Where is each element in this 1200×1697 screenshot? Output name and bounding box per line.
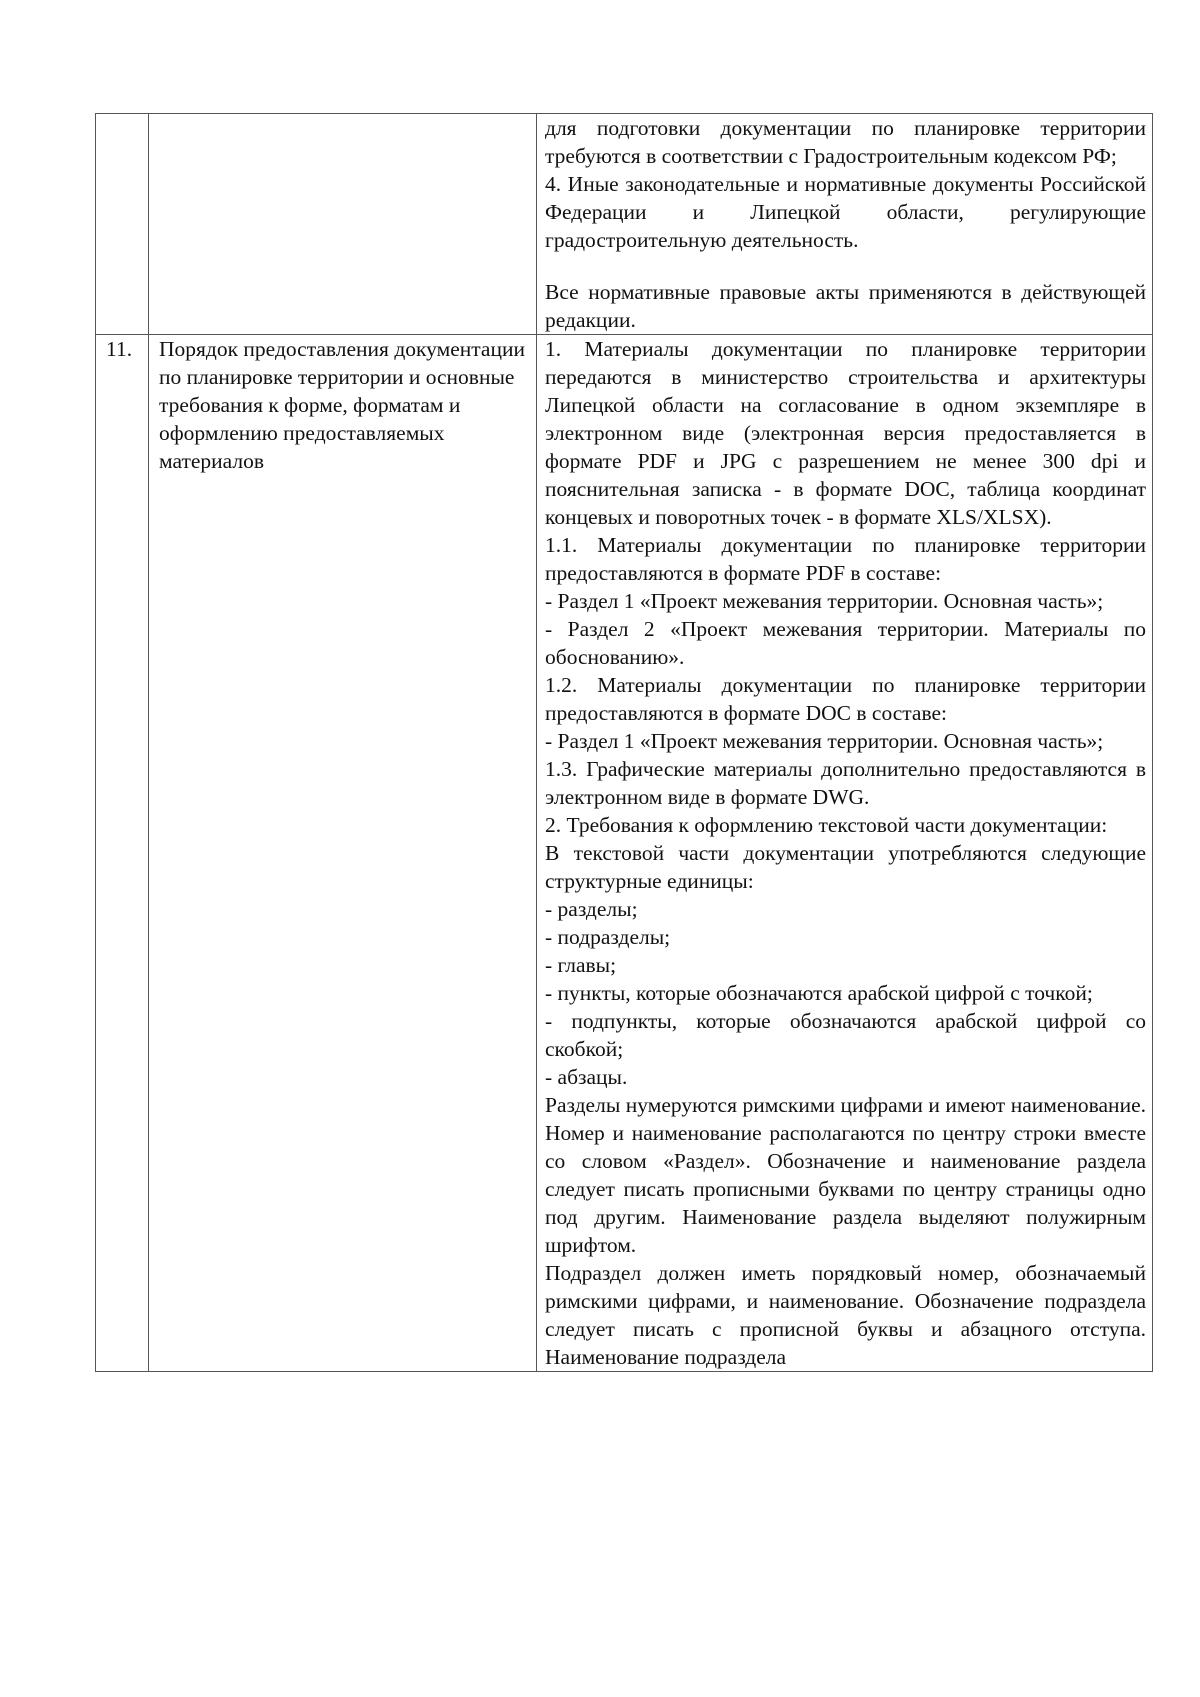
content-paragraph: - Раздел 2 «Проект межевания территории. Материалы по обоснованию».: [545, 617, 1146, 669]
content-paragraph: - подпункты, которые обозначаются арабской цифрой со скобкой;: [545, 1009, 1146, 1061]
content-paragraph: - пункты, которые обозначаются арабской цифрой с точкой;: [545, 981, 1093, 1005]
content-paragraph: 1.1. Материалы документации по планировке территории предоставляются в формате PDF в составе:: [545, 533, 1146, 585]
section-title: Порядок предоставления документации по планировке территории и основные требования к форме, форматам и оформлению предоставляемых материалов: [159, 337, 525, 473]
requirements-table: [95, 113, 1153, 1372]
number-cell: [96, 114, 149, 335]
row-number: 11.: [96, 335, 149, 1372]
content-paragraph: - главы;: [545, 953, 617, 977]
content-paragraph: - разделы;: [545, 897, 638, 921]
content-paragraph: - Раздел 1 «Проект межевания территории. Основная часть»;: [545, 729, 1104, 753]
content-paragraph: 1.2. Материалы документации по планировке территории предоставляются в формате DOC в составе:: [545, 673, 1146, 725]
table-row-continuation: [96, 114, 1153, 335]
content-paragraph: В текстовой части документации употребляются следующие структурные единицы:: [545, 841, 1146, 893]
content-paragraph: Разделы нумеруются римскими цифрами и имеют наименование. Номер и наименование располагаются по центру строки вместе со словом «Раздел». Обозначение и наименование раздела следует писать прописными буквами по центру страницы одно под другим. Наименование раздела выделяют полужирным шрифтом.: [545, 1093, 1146, 1257]
content-note: Все нормативные правовые акты применяются в действующей редакции.: [545, 280, 1146, 332]
content-paragraph: Подраздел должен иметь порядковый номер, обозначаемый римскими цифрами, и наименование. Обозначение подраздела следует писать с прописной буквы и абзацного отступа. Наименование подраздела: [545, 1261, 1146, 1369]
content-paragraph: 1.3. Графические материалы дополнительно предоставляются в электронном виде в формате DWG.: [545, 757, 1146, 809]
content-paragraph: - Раздел 1 «Проект межевания территории. Основная часть»;: [545, 589, 1104, 613]
section-title-cell: [149, 114, 537, 335]
content-paragraph: 1. Материалы документации по планировке территории передаются в министерство строительства и архитектуры Липецкой области на согласование в одном экземпляре в электронном виде (электронная версия предоставляется в формате PDF и JPG с разрешением не менее 300 dpi и пояснительная записка - в формате DOC, таблица координат концевых и поворотных точек - в формате XLS/XLSX).: [545, 337, 1146, 529]
table-row-11: [96, 335, 1153, 1372]
content-paragraph: для подготовки документации по планировке территории требуются в соответствии с Градостроительным кодексом РФ;: [545, 116, 1146, 168]
content-cell: [537, 335, 1153, 1372]
content-cell: [537, 114, 1153, 335]
content-paragraph: 4. Иные законодательные и нормативные документы Российской Федерации и Липецкой области, регулирующие градостроительную деятельность.: [545, 172, 1146, 252]
content-paragraph: - подразделы;: [545, 925, 671, 949]
content-paragraph: 2. Требования к оформлению текстовой части документации:: [545, 813, 1108, 837]
section-title-cell: [149, 335, 537, 1372]
content-paragraph: - абзацы.: [545, 1065, 628, 1089]
